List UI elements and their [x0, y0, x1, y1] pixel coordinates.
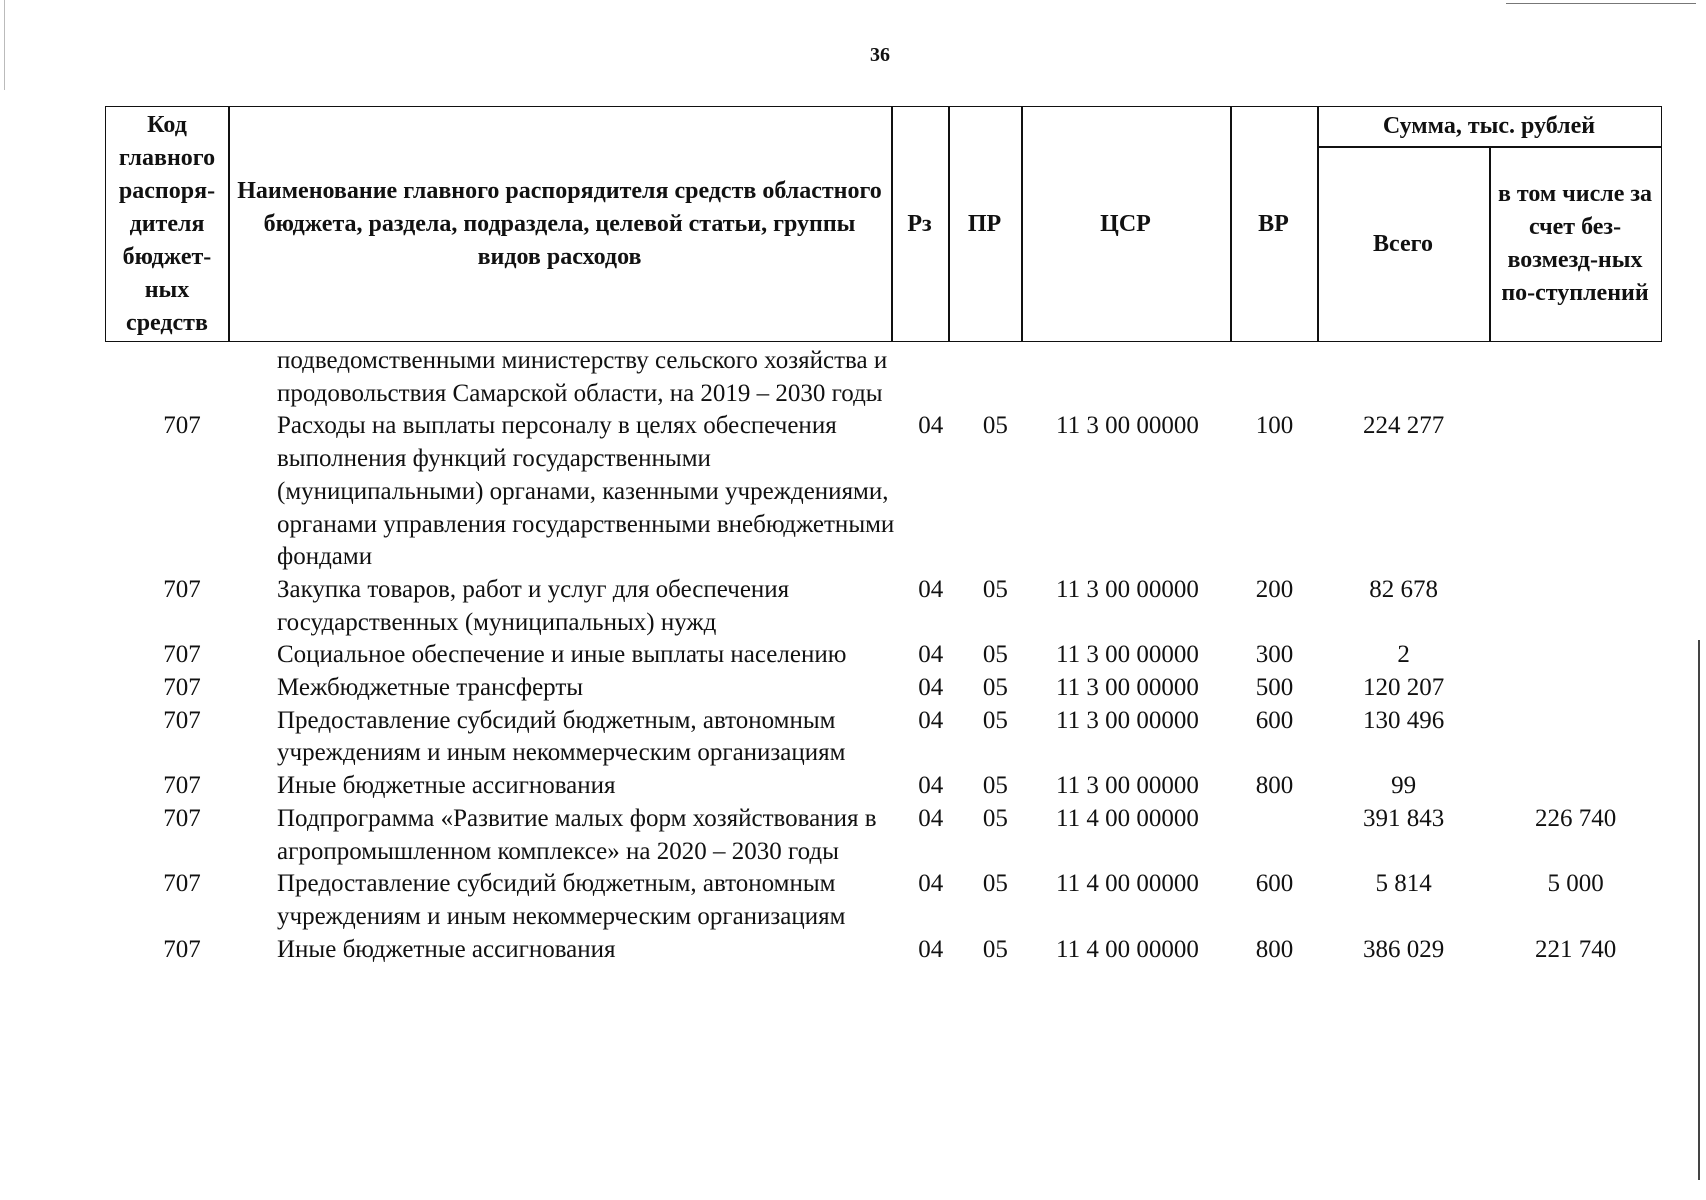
cell-pr: 05	[982, 674, 1008, 702]
cell-rz: 04	[918, 641, 944, 669]
cell-code: 707	[163, 935, 201, 963]
cell-vr: 800	[1255, 772, 1294, 800]
cell-vr: 800	[1255, 935, 1294, 963]
table-row	[105, 574, 1662, 639]
cell-code: 707	[163, 674, 201, 702]
cell-total: 391 843	[1363, 804, 1445, 832]
scan-edge	[1698, 640, 1700, 1180]
header-pr: ПР	[967, 210, 1002, 237]
cell-pr	[967, 345, 1025, 410]
cell-name: Предоставление субсидий бюджетным, автономным учреждениям и иным некоммерческим организациям	[277, 706, 846, 767]
cell-code: 707	[163, 412, 201, 440]
cell-name: Закупка товаров, работ и услуг для обеспечения государственных (муниципальных) нужд	[277, 575, 790, 636]
cell-csr	[1024, 345, 1231, 410]
cell-vr: 500	[1255, 674, 1294, 702]
cell-csr: 11 4 00 00000	[1056, 870, 1199, 898]
cell-vr	[1231, 345, 1318, 410]
cell-code: 707	[163, 641, 201, 669]
cell-name: Иные бюджетные ассигнования	[277, 935, 616, 963]
cell-rz: 04	[918, 706, 944, 734]
cell-csr: 11 3 00 00000	[1056, 674, 1199, 702]
cell-total: 386 029	[1363, 935, 1445, 963]
cell-csr: 11 3 00 00000	[1056, 706, 1199, 734]
cell-rz: 04	[918, 575, 944, 603]
table-row	[105, 868, 1662, 933]
cell-total: 120 207	[1363, 674, 1445, 702]
table-row	[105, 672, 1662, 705]
cell-free	[1489, 770, 1662, 803]
cell-total: 224 277	[1363, 412, 1445, 440]
cell-code: 707	[163, 575, 201, 603]
cell-code	[105, 345, 259, 410]
cell-csr: 11 3 00 00000	[1056, 641, 1199, 669]
cell-name: подведомственными министерству сельского хозяйства и продовольствия Самарской области, на 2019 – 2030 годы	[277, 347, 888, 407]
cell-csr: 11 4 00 00000	[1056, 804, 1199, 832]
cell-free: 226 740	[1534, 804, 1617, 832]
table-row	[105, 803, 1662, 868]
cell-pr: 05	[982, 706, 1008, 734]
table-row	[105, 410, 1662, 574]
cell-total: 5 814	[1375, 870, 1432, 898]
cell-pr: 05	[982, 935, 1008, 963]
cell-csr: 11 3 00 00000	[1056, 412, 1199, 440]
table-row	[105, 639, 1662, 672]
cell-free	[1489, 639, 1662, 672]
header-rz: Рз	[907, 210, 932, 237]
header-free: в том числе за счет без-возмезд-ных по-ступлений	[1497, 181, 1653, 306]
cell-csr: 11 3 00 00000	[1056, 575, 1199, 603]
cell-rz	[895, 345, 967, 410]
cell-free	[1489, 574, 1662, 639]
cell-total: 2	[1397, 641, 1410, 669]
cell-name: Социальное обеспечение и иные выплаты населению	[277, 641, 847, 669]
cell-vr: 600	[1255, 870, 1294, 898]
table-row	[105, 770, 1662, 803]
page-number: 36	[870, 44, 890, 66]
cell-vr: 600	[1255, 706, 1294, 734]
cell-pr: 05	[982, 772, 1008, 800]
cell-name: Подпрограмма «Развитие малых форм хозяйствования в агропромышленном комплексе» на 2020 – 2030 годы	[277, 804, 877, 865]
cell-pr: 05	[982, 412, 1008, 440]
header-total: Всего	[1373, 230, 1433, 257]
cell-pr: 05	[982, 870, 1008, 898]
cell-free	[1489, 672, 1662, 705]
cell-pr: 05	[982, 804, 1008, 832]
cell-free	[1489, 345, 1662, 410]
cell-rz: 04	[918, 674, 944, 702]
cell-pr: 05	[982, 641, 1008, 669]
cell-vr: 200	[1255, 575, 1294, 603]
cell-csr: 11 3 00 00000	[1056, 772, 1199, 800]
cell-name: Межбюджетные трансферты	[277, 674, 584, 702]
cell-free	[1489, 705, 1662, 770]
cell-rz: 04	[918, 804, 944, 832]
cell-rz: 04	[918, 412, 944, 440]
cell-vr	[1231, 803, 1318, 868]
cell-vr: 300	[1255, 641, 1294, 669]
scan-edge	[1506, 3, 1696, 4]
cell-total: 82 678	[1369, 575, 1439, 603]
cell-name: Расходы на выплаты персоналу в целях обеспечения выполнения функций государственными (муниципальными) органами, казенными учреждениями, органами управления государственными внебюджетными фондами	[277, 412, 895, 571]
cell-rz: 04	[918, 772, 944, 800]
table-row	[105, 345, 1662, 410]
cell-code: 707	[163, 772, 201, 800]
cell-total: 99	[1391, 772, 1417, 800]
table-row	[105, 705, 1662, 770]
cell-rz: 04	[918, 935, 944, 963]
table-header	[105, 106, 1662, 342]
header-code: Код главного распоря-дителя бюджет-ных средств	[118, 111, 216, 336]
cell-vr: 100	[1255, 412, 1294, 440]
cell-pr: 05	[982, 575, 1008, 603]
header-sum: Сумма, тыс. рублей	[1382, 113, 1596, 139]
header-csr: ЦСР	[1100, 210, 1151, 237]
cell-name: Иные бюджетные ассигнования	[277, 772, 616, 800]
cell-code: 707	[163, 706, 201, 734]
table-body	[105, 345, 1662, 966]
cell-code: 707	[163, 870, 201, 898]
cell-name: Предоставление субсидий бюджетным, автономным учреждениям и иным некоммерческим организациям	[277, 870, 846, 930]
cell-total: 130 496	[1363, 706, 1445, 734]
header-vr: ВР	[1258, 210, 1289, 237]
cell-total	[1318, 345, 1489, 410]
table-row	[105, 934, 1662, 967]
cell-csr: 11 4 00 00000	[1056, 935, 1199, 963]
cell-free: 221 740	[1534, 935, 1617, 963]
cell-free	[1489, 410, 1662, 574]
cell-code: 707	[163, 804, 201, 832]
cell-free: 5 000	[1547, 870, 1604, 898]
cell-rz: 04	[918, 870, 944, 898]
header-name: Наименование главного распорядителя средств областного бюджета, раздела, подраздела, целевой статьи, группы видов расходов	[237, 177, 882, 270]
